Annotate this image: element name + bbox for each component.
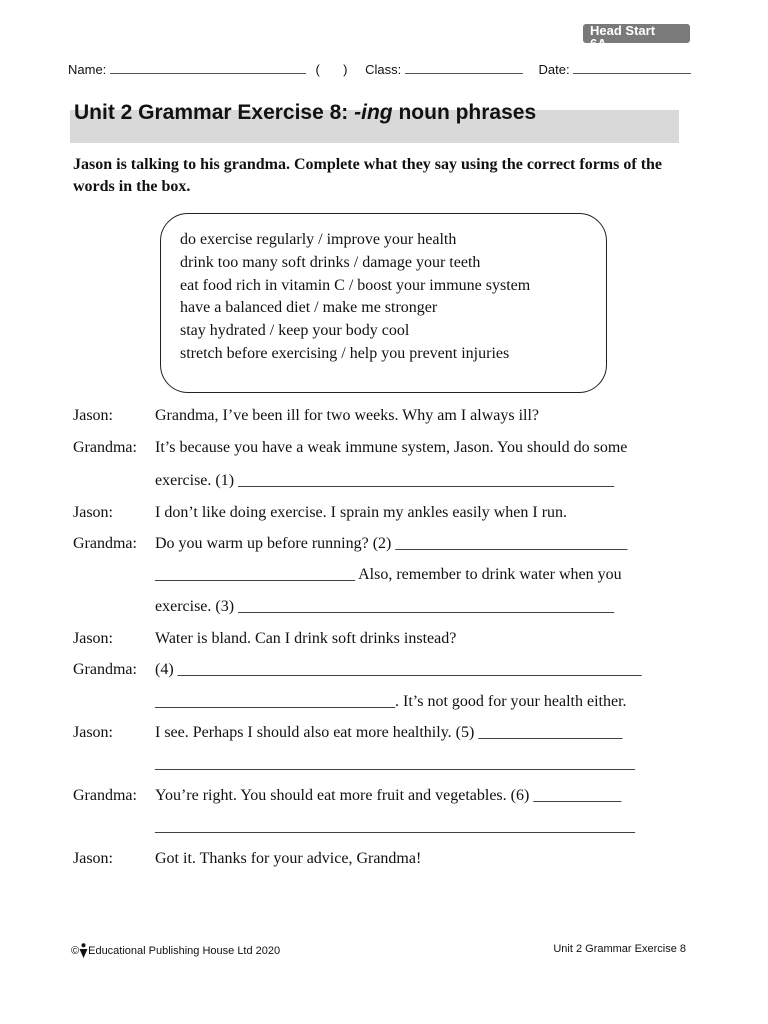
answer-line-6[interactable]: You’re right. You should eat more fruit and vegetables. (6) ___________: [155, 787, 622, 804]
instruction-text: Jason is talking to his grandma. Complete what they say using the correct forms of the words in the box.: [73, 156, 663, 195]
speaker-jason: Jason:: [73, 724, 113, 741]
name-field[interactable]: [110, 63, 306, 74]
dialogue-line: I don’t like doing exercise. I sprain my ankles easily when I run.: [155, 504, 568, 521]
student-info-line: [68, 62, 688, 77]
dialogue-line: Water is bland. Can I drink soft drinks instead?: [155, 630, 457, 647]
answer-line-5[interactable]: I see. Perhaps I should also eat more healthily. (5) __________________: [155, 724, 623, 741]
class-label: Class:: [365, 62, 402, 77]
speaker-grandma: Grandma:: [73, 661, 137, 678]
speaker-jason: Jason:: [73, 630, 113, 647]
speaker-jason: Jason:: [73, 504, 113, 521]
word-box-item: eat food rich in vitamin C / boost your immune system: [180, 276, 531, 294]
footer-unit-label: Unit 2 Grammar Exercise 8: [553, 943, 686, 955]
dialogue-line: Grandma, I’ve been ill for two weeks. Why am I always ill?: [155, 407, 540, 424]
word-box-item: stay hydrated / keep your body cool: [180, 322, 410, 340]
publisher-logo-icon: [79, 943, 88, 959]
word-box-item: stretch before exercising / help you prevent injuries: [180, 344, 510, 362]
date-field[interactable]: [573, 63, 691, 74]
page-title: [74, 101, 536, 125]
word-box-item: have a balanced diet / make me stronger: [180, 299, 438, 317]
title-suffix: noun phrases: [392, 101, 537, 124]
paren-close: ): [343, 62, 348, 77]
dialogue-line: Got it. Thanks for your advice, Grandma!: [155, 850, 422, 867]
speaker-jason: Jason:: [73, 850, 113, 867]
speaker-grandma: Grandma:: [73, 535, 137, 552]
answer-line-2[interactable]: Do you warm up before running? (2) _____________________________: [155, 535, 628, 552]
word-box-item: drink too many soft drinks / damage your teeth: [180, 253, 481, 271]
answer-line-2-cont[interactable]: _________________________ Also, remember to drink water when you: [155, 566, 622, 583]
footer-copyright: [71, 943, 280, 959]
class-field[interactable]: [405, 63, 523, 74]
title-italic: -ing: [354, 101, 393, 124]
head-start-badge: Head Start 6A: [583, 24, 690, 43]
paren-open: (: [315, 62, 320, 77]
answer-line-1[interactable]: exercise. (1) _______________________________________________: [155, 472, 615, 489]
speaker-grandma: Grandma:: [73, 439, 137, 456]
publisher-name: Educational Publishing House Ltd 2020: [88, 945, 281, 957]
answer-line-6-cont[interactable]: ____________________________________________________________: [155, 818, 635, 835]
date-label: Date:: [538, 62, 570, 77]
title-prefix: Unit 2 Grammar Exercise 8:: [74, 101, 355, 124]
answer-line-5-cont[interactable]: ____________________________________________________________: [155, 755, 635, 772]
speaker-jason: Jason:: [73, 407, 113, 424]
answer-line-4[interactable]: (4) __________________________________________________________: [155, 661, 642, 678]
word-box-item: do exercise regularly / improve your health: [180, 231, 457, 248]
name-label: Name:: [68, 62, 107, 77]
speaker-grandma: Grandma:: [73, 787, 137, 804]
answer-line-3[interactable]: exercise. (3) _______________________________________________: [155, 598, 615, 615]
word-box: [160, 213, 607, 393]
answer-line-4-cont[interactable]: ______________________________. It’s not good for your health either.: [155, 693, 627, 710]
copyright-symbol: ©: [71, 945, 80, 957]
dialogue-line: It’s because you have a weak immune system, Jason. You should do some: [155, 439, 628, 456]
